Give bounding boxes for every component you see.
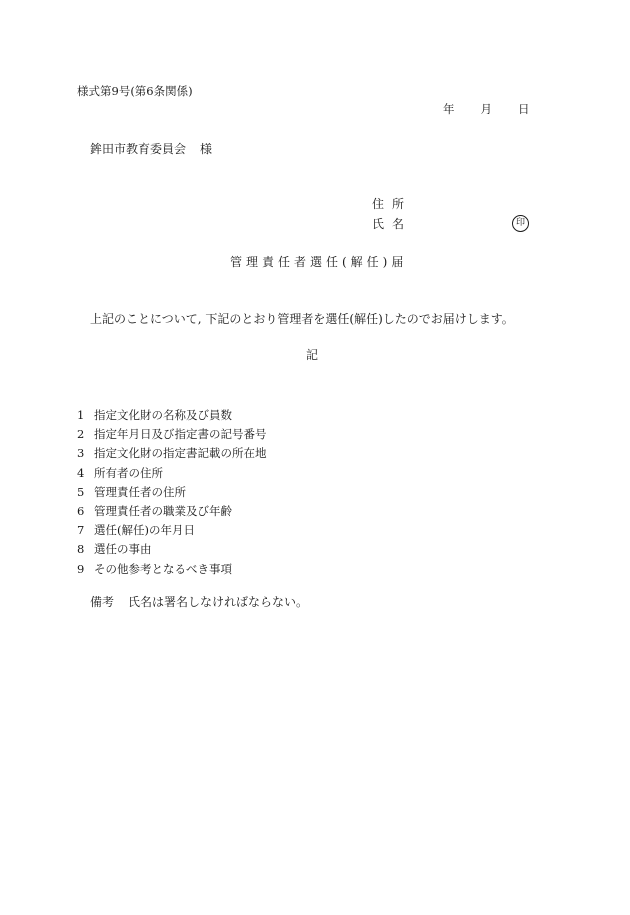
list-item: [77, 444, 267, 463]
document-title: 管理責任者選任(解任)届: [230, 255, 408, 269]
list-item: [77, 425, 267, 444]
ki-heading: 記: [306, 348, 319, 362]
item-text: 選任の事由: [94, 542, 152, 557]
item-number: 2: [77, 427, 85, 442]
date-day-label: 日: [518, 102, 530, 116]
addressee: [90, 143, 212, 155]
item-text: その他参考となるべき事項: [94, 561, 232, 576]
item-number: 4: [77, 465, 85, 480]
list-item: [77, 502, 267, 521]
date-year-label: 年: [443, 102, 455, 116]
item-text: 管理責任者の職業及び年齢: [94, 503, 232, 518]
applicant-address-label: 住所: [372, 197, 413, 211]
seal-mark: 印: [512, 215, 529, 232]
list-item: [77, 540, 267, 559]
item-text: 指定文化財の名称及び員数: [94, 408, 232, 422]
list-item: [77, 483, 267, 502]
list-item: [77, 464, 267, 483]
item-number: 7: [77, 523, 85, 538]
remark-text: 氏名は署名しなければならない。: [128, 595, 309, 609]
date-month-label: 月: [480, 102, 492, 116]
item-text: 所有者の住所: [94, 465, 163, 480]
remark-label: 備考: [90, 595, 115, 609]
list-item: [77, 406, 267, 425]
item-number: 8: [77, 542, 85, 557]
item-text: 選任(解任)の年月日: [94, 523, 195, 538]
remark: [90, 596, 308, 608]
list-item: [77, 560, 267, 579]
item-number: 9: [77, 561, 85, 576]
item-number: 6: [77, 503, 85, 518]
addressee-honorific: 様: [200, 142, 213, 156]
applicant-name-label: 氏名: [372, 217, 413, 231]
list-item: [77, 521, 267, 540]
item-number: 5: [77, 484, 85, 499]
item-number: 1: [77, 408, 85, 422]
items-list: [77, 406, 267, 579]
body-text: 上記のことについて, 下記のとおり管理者を選任(解任)したのでお届けします。: [90, 312, 514, 326]
date-line: [443, 104, 530, 116]
item-number: 3: [77, 446, 85, 461]
addressee-name: 鉾田市教育委員会: [90, 142, 187, 156]
item-text: 指定年月日及び指定書の記号番号: [94, 427, 267, 442]
item-text: 指定文化財の指定書記載の所在地: [94, 446, 267, 461]
item-text: 管理責任者の住所: [94, 484, 186, 499]
form-number: 様式第9号(第6条関係): [77, 84, 193, 98]
